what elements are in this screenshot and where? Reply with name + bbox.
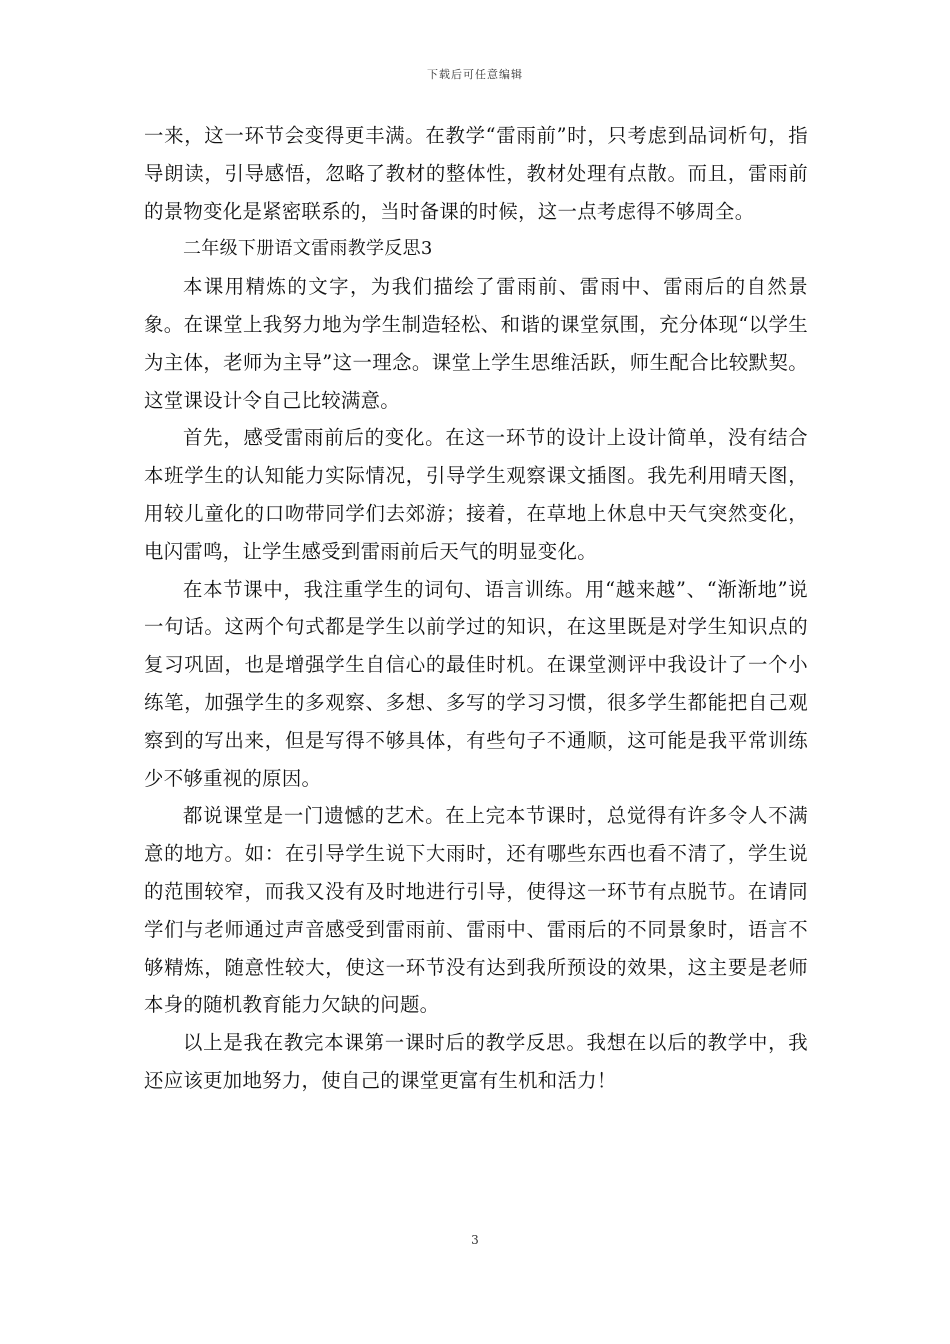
paragraph-conclusion: 以上是我在教完本课第一课时后的教学反思。我想在以后的教学中，我还应该更加地努力，使自己的课堂更富有生机和活力！ xyxy=(144,1031,808,1092)
paragraph-language-training: 在本节课中，我注重学生的词句、语言训练。用“越来越”、“渐渐地”说一句话。这两个句式都是学生以前学过的知识，在这里既是对学生知识点的复习巩固，也是增强学生自信心的最佳时机。在课堂测评中我设计了一个小练笔，加强学生的多观察、多想、多写的学习习惯，很多学生都能把自己观察到的写出来，但是写得不够具体，有些句子不通顺，这可能是我平常训练少不够重视的原因。 xyxy=(144,577,808,790)
section-heading: 二年级下册语文雷雨教学反思3 xyxy=(183,238,433,260)
paragraph-intro: 本课用精炼的文字，为我们描绘了雷雨前、雷雨中、雷雨后的自然景象。在课堂上我努力地为学生制造轻松、和谐的课堂氛围，充分体现“以学生为主体，老师为主导”这一理念。课堂上学生思维活跃，师生配合比较默契。这堂课设计令自己比较满意。 xyxy=(144,275,808,412)
paragraph-first: 首先，感受雷雨前后的变化。在这一环节的设计上设计简单，没有结合本班学生的认知能力实际情况，引导学生观察课文插图。我先利用晴天图，用较儿童化的口吻带同学们去郊游；接着，在草地上休息中天气突然变化，电闪雷鸣，让学生感受到雷雨前后天气的明显变化。 xyxy=(144,426,808,563)
paragraph-regrets: 都说课堂是一门遗憾的艺术。在上完本节课时，总觉得有许多令人不满意的地方。如：在引导学生说下大雨时，还有哪些东西也看不清了，学生说的范围较窄，而我又没有及时地进行引导，使得这一环节有点脱节。在请同学们与老师通过声音感受到雷雨前、雷雨中、雷雨后的不同景象时，语言不够精炼，随意性较大，使这一环节没有达到我所预设的效果，这主要是老师本身的随机教育能力欠缺的问题。 xyxy=(144,804,808,1017)
page-number: 3 xyxy=(471,1233,479,1247)
document-body xyxy=(144,117,808,1100)
paragraph-continuation: 一来，这一环节会变得更丰满。在教学“雷雨前”时，只考虑到品词析句，指导朗读，引导感悟，忽略了教材的整体性，教材处理有点散。而且，雷雨前的景物变化是紧密联系的，当时备课的时候，这一点考虑得不够周全。 xyxy=(144,124,808,223)
page-header: 下载后可任意编辑 xyxy=(427,68,523,81)
